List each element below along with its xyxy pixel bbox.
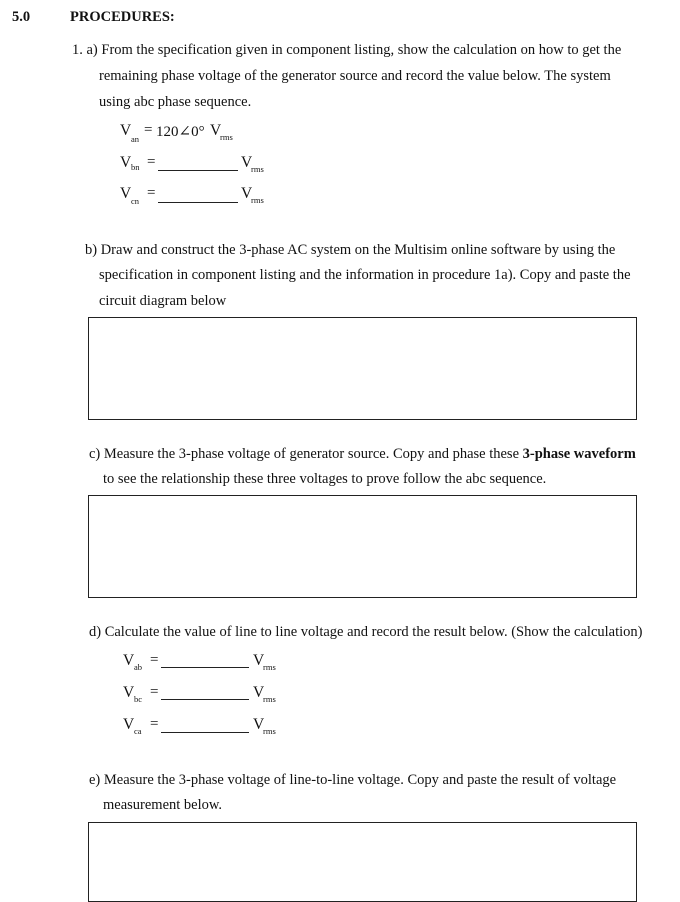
unit-subscript: rms [220,132,233,142]
p1b-line3: circuit diagram below [99,293,227,309]
subscript: ab [134,662,143,672]
equation-vca [123,716,323,738]
subscript: bc [134,694,143,704]
answer-blank[interactable] [161,667,249,668]
equation-vbn [120,154,320,176]
voltage-symbol: V [123,716,135,733]
waveform-box[interactable] [88,495,637,598]
equals-sign: = [147,154,156,170]
p1c-bold-text: 3-phase waveform [522,446,636,462]
voltage-symbol: V [120,185,132,202]
unit-subscript: rms [251,195,264,205]
unit-symbol: V [210,122,222,139]
p1a-line3: using abc phase sequence. [99,94,252,110]
p1b-line2: specification in component listing and the information in procedure 1a). Copy and paste the [99,267,631,283]
p1d-line1: d) Calculate the value of line to line voltage and record the result below. (Show the calculation) [89,624,643,640]
p1c-line1 [89,446,636,463]
answer-blank[interactable] [158,170,238,171]
answer-blank[interactable] [158,202,238,203]
equation-vcn [120,185,320,207]
equation-vab [123,652,323,674]
p1a-line2: remaining phase voltage of the generator source and record the value below. The system [99,68,611,84]
unit-symbol: V [253,652,265,669]
subscript: bn [131,162,140,172]
equation-van [120,122,320,144]
section-number: 5.0 [12,9,31,25]
unit-subscript: rms [263,694,276,704]
phase-voltage-value: 120∠0° [156,124,205,140]
voltage-symbol: V [123,684,135,701]
equals-sign: = [150,716,159,732]
unit-symbol: V [253,716,265,733]
p1b-line1: b) Draw and construct the 3-phase AC system on the Multisim online software by using the [85,242,616,258]
p1c-line2: to see the relationship these three voltages to prove follow the abc sequence. [103,471,547,487]
unit-symbol: V [241,185,253,202]
equation-vbc [123,684,323,706]
subscript: cn [131,196,140,206]
voltage-symbol: V [123,652,135,669]
section-title: PROCEDURES: [70,9,175,25]
p1e-line1: e) Measure the 3-phase voltage of line-to-line voltage. Copy and paste the result of voltage [89,772,617,788]
equals-sign: = [147,185,156,201]
equals-sign: = [150,652,159,668]
unit-symbol: V [241,154,253,171]
line-voltage-measurement-box[interactable] [88,822,637,902]
subscript: ca [134,726,142,736]
voltage-symbol: V [120,154,132,171]
equals-sign: = [150,684,159,700]
unit-symbol: V [253,684,265,701]
answer-blank[interactable] [161,699,249,700]
subscript: an [131,134,140,144]
answer-blank[interactable] [161,732,249,733]
unit-subscript: rms [251,164,264,174]
unit-subscript: rms [263,726,276,736]
p1e-line2: measurement below. [103,797,223,813]
voltage-symbol: V [120,122,132,139]
equals-sign: = [144,122,153,138]
p1c-line1-text: c) Measure the 3-phase voltage of generator source. Copy and phase these [89,446,523,462]
circuit-diagram-box[interactable] [88,317,637,420]
unit-subscript: rms [263,662,276,672]
p1a-line1: 1. a) From the specification given in component listing, show the calculation on how to get the [72,42,622,58]
